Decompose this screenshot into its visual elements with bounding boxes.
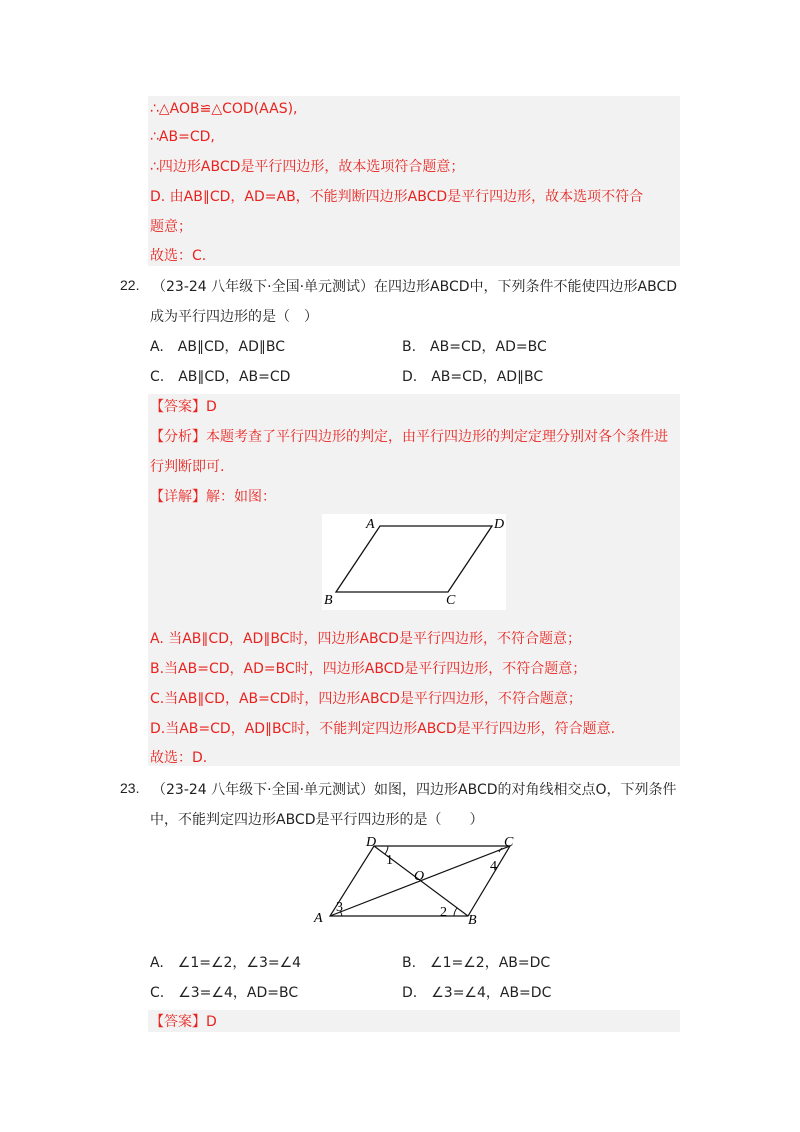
explain-line: A. 当AB∥CD，AD∥BC时，四边形ABCD是平行四边形，不符合题意； (150, 631, 581, 647)
quadrilateral-diagonals-figure (310, 836, 530, 928)
explain-line: D.当AB=CD，AD∥BC时，不能判定四边形ABCD是平行四边形，符合题意. (150, 721, 616, 737)
detail-label: 【详解】解：如图： (150, 489, 276, 505)
question-stem: 中，不能判定四边形ABCD是平行四边形的是（ ） (150, 812, 484, 828)
option-a: A. AB∥CD，AD∥BC (150, 339, 286, 355)
explain-line: B.当AB=CD，AD=BC时，四边形ABCD是平行四边形，不符合题意； (150, 661, 587, 677)
angle-label-2: 2 (440, 905, 447, 920)
vertex-label-b: B (324, 593, 333, 608)
parallelogram-figure (322, 514, 506, 610)
solution-line: ∴AB=CD, (150, 129, 215, 145)
vertex-label-a: A (314, 911, 323, 926)
vertex-label-c: C (504, 836, 514, 850)
vertex-label-d: D (366, 836, 377, 850)
solution-line: D. 由AB∥CD，AD=AB，不能判断四边形ABCD是平行四边形，故本选项不符合 (150, 189, 644, 205)
option-d: D. AB=CD，AD∥BC (402, 369, 544, 385)
option-a: A. ∠1=∠2，∠3=∠4 (150, 955, 302, 971)
vertex-label-a: A (366, 517, 375, 532)
solution-block-top (148, 96, 680, 266)
center-label-o: O (414, 869, 425, 884)
explain-line: C.当AB∥CD，AB=CD时，四边形ABCD是平行四边形，不符合题意； (150, 691, 582, 707)
vertex-label-b: B (468, 913, 477, 928)
option-c: C. ∠3=∠4，AD=BC (150, 985, 299, 1001)
question-number: 22. (120, 277, 140, 293)
answer-label: 【答案】D (150, 1014, 217, 1030)
vertex-label-c: C (446, 593, 456, 608)
question-number: 23. (120, 780, 140, 796)
question-stem: 成为平行四边形的是（ ） (150, 309, 318, 325)
solution-line: 题意； (150, 219, 192, 235)
analysis-text: 行判断即可. (150, 459, 225, 475)
option-b: B. AB=CD，AD=BC (402, 339, 547, 355)
solution-line: ∴四边形ABCD是平行四边形，故本选项符合题意； (150, 159, 465, 175)
analysis-text: 【分析】本题考查了平行四边形的判定，由平行四边形的判定定理分别对各个条件进 (150, 429, 668, 445)
vertex-label-d: D (494, 517, 505, 532)
option-b: B. ∠1=∠2，AB=DC (402, 955, 551, 971)
solution-line: ∴△AOB≌△COD(AAS), (150, 101, 298, 117)
option-d: D. ∠3=∠4，AB=DC (402, 985, 552, 1001)
question-stem: （23-24 八年级下·全国·单元测试）如图，四边形ABCD的对角线相交点O，下列条件 (152, 782, 677, 798)
question-stem: （23-24 八年级下·全国·单元测试）在四边形ABCD中，下列条件不能使四边形ABCD (152, 279, 678, 295)
angle-label-3: 3 (336, 900, 343, 915)
angle-label-4: 4 (490, 859, 497, 874)
answer-label: 【答案】D (150, 399, 217, 415)
angle-label-1: 1 (386, 853, 393, 868)
conclusion: 故选：D. (150, 750, 208, 766)
answer-block-q23 (148, 1010, 680, 1032)
solution-line: 故选：C. (150, 248, 207, 264)
option-c: C. AB∥CD，AB=CD (150, 369, 291, 385)
